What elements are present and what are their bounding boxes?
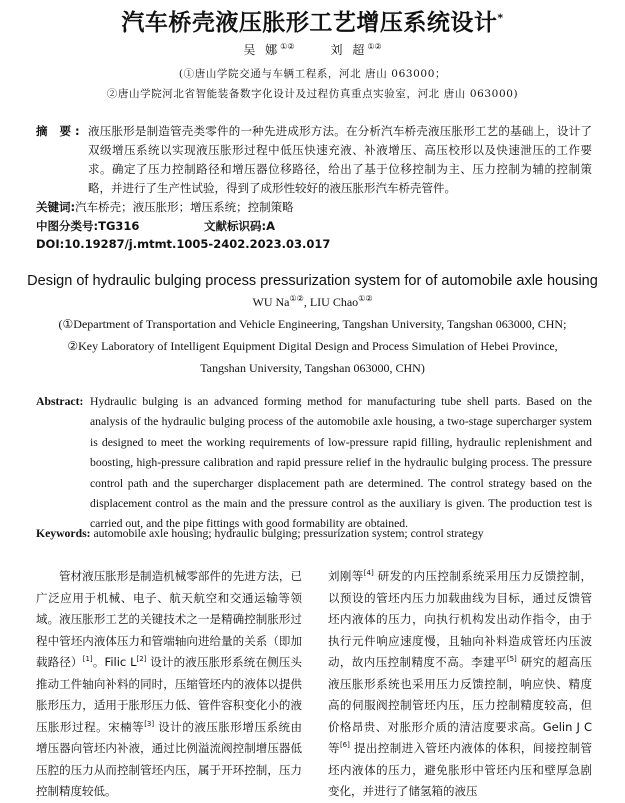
doc-code-value: A	[266, 219, 276, 233]
keywords-cn	[36, 199, 294, 215]
affiliation-cn-2: ②唐山学院河北省智能装备数字化设计及过程仿真重点实验室，河北 唐山 063000)	[106, 88, 519, 100]
body-column-left	[36, 566, 302, 803]
paper-title-cn	[0, 4, 625, 37]
class-code: TG316	[98, 219, 140, 233]
citation-ref: [6]	[339, 741, 350, 750]
doi-label: DOI:	[36, 237, 65, 251]
abstract-en-label: Abstract:	[36, 395, 84, 408]
classification-row	[36, 218, 276, 234]
abstract-cn-text: 液压胀形是制造管壳类零件的一种先进成形方法。在分析汽车桥壳液压胀形工艺的基础上，设计了双级增压系统以实现液压胀形过程中低压快速充液、补液增压、高压校形以及快速泄压的工作要求。确定了压力控制路径和增压器位移路径，给出了基于位移控制为主、压力控制为辅的控制策略，并进行了生产性试验，得到了成形性较好的液压胀形汽车桥壳管件。	[88, 124, 592, 195]
keywords-en-text: automobile axle housing; hydraulic bulging; pressurization system; control strategy	[93, 527, 484, 540]
affiliation-en-1: (①Department of Transportation and Vehicle Engineering, Tangshan University, Tangshan 063000, CHN;	[58, 317, 567, 331]
affiliation-cn-1: (①唐山学院交通与车辆工程系，河北 唐山 063000；	[178, 68, 447, 80]
body-text: 管材液压胀形是制造机械零部件的先进方法，已广泛应用于机械、电子、航天航空和交通运输等领域。液压胀形工艺的关键技术之一是精确控制胀形过程中管坯内液体压力和管端轴向进给量的关系（即加载路径）	[36, 569, 302, 669]
body-text: 提出控制进入管坯内液体的体积，间接控制管坯内液体的压力，避免胀形中管坯内压和壁厚急剧变化，并进行了储氢箱的液压	[328, 741, 593, 798]
body-paragraph	[36, 566, 302, 803]
keywords-cn-text: 汽车桥壳；液压胀形；增压系统；控制策略	[75, 200, 294, 214]
body-column-right	[328, 566, 592, 803]
body-text: 设计的液压胀形增压系统由增压器向管坯内补液，通过比例溢流阀控制增压器低压腔的压力从而控制管坯内压，属于开环控制，压力控制精度较低。	[36, 719, 303, 798]
affiliation-en-3: Tangshan University, Tangshan 063000, CHN)	[200, 361, 425, 375]
author-affiliation-mark: ①②	[367, 42, 382, 51]
doi-value[interactable]: 10.19287/j.mtmt.1005-2402.2023.03.017	[64, 237, 331, 251]
abstract-cn-label: 摘 要:	[36, 124, 84, 138]
affiliation-en-2: ②Key Laboratory of Intelligent Equipment Digital Design and Process Simulation of Hebei Province,	[67, 339, 558, 353]
keywords-en	[36, 527, 484, 540]
body-text: 。Filic L	[92, 655, 137, 669]
author-name-en: WU Na	[252, 295, 290, 309]
author-name: 吴 娜	[243, 43, 281, 57]
citation-ref: [3]	[144, 719, 155, 728]
author-name: 刘 超	[330, 43, 368, 57]
paper-title-en: Design of hydraulic bulging process pressurization system for of automobile axle housing	[27, 273, 598, 289]
keywords-en-label: Keywords:	[36, 527, 91, 540]
author-affiliation-mark: ①②	[280, 42, 295, 51]
doc-code-group	[204, 218, 275, 234]
body-text: 设计的液压胀形系统在侧压头推动工件轴向补料的同时，压缩管坯内的液体以提供胀形压力，适用于胀形压力低、管件容积变化小的液压胀形过程。宋楠等	[36, 655, 302, 734]
abstract-en-text: Hydraulic bulging is an advanced forming method for manufacturing tube shell parts. Based on the analysis of the hydraulic bulging process of the automobile axle housing, a two-stage supercharger system is designed to meet the working requirements of low-pressure rapid filling, hydraulic replenishment and boosting, high-pressure calibration and rapid pressure relief in the hydraulic bulging process. The pressure control path and the supercharger displacement path are determined. The control strategy based on the displacement control as the main and the pressure control as the auxiliary is given. The production test is carried out, and the pipe fittings with good formability are obtained.	[90, 395, 592, 531]
class-label: 中图分类号:	[36, 219, 99, 233]
abstract-en	[36, 392, 592, 535]
title-footnote-mark: *	[497, 11, 504, 25]
body-paragraph	[328, 566, 592, 803]
body-text: 刘刚等	[328, 569, 364, 583]
doc-code-label: 文献标识码:	[204, 219, 267, 233]
author-list-cn	[0, 41, 625, 58]
author-affiliation-mark: ①②	[289, 294, 304, 303]
abstract-cn	[36, 122, 592, 198]
title-text: 汽车桥壳液压胀形工艺增压系统设计	[121, 10, 498, 36]
body-text: 研发的内压控制系统采用压力反馈控制，以预设的管坯内压力加载曲线为目标，通过反馈管坯内液体的压力，向执行机构发出动作指令，由于执行元件响应速度慢，且轴向补料造成管坯内压波动，故内压控制精度不高。李建平	[328, 569, 593, 669]
citation-ref: [4]	[363, 569, 374, 578]
body-text: 研究的超高压液压胀形系统也采用压力反馈控制，响应快、精度高的伺服阀控制管坯内压，压力控制精度较高，但价格昂贵、对胀形介质的清洁度要求高。Gelin J C 等	[328, 655, 593, 755]
author-list-en: WU Na①②, LIU Chao①②	[252, 294, 373, 309]
doi-row	[36, 237, 330, 251]
citation-ref: [2]	[136, 655, 147, 664]
author-name-en: LIU Chao	[309, 295, 359, 309]
author-affiliation-mark: ①②	[358, 294, 373, 303]
citation-ref: [5]	[506, 655, 517, 664]
keywords-cn-label: 关键词:	[36, 200, 76, 214]
citation-ref: [1]	[82, 655, 93, 664]
